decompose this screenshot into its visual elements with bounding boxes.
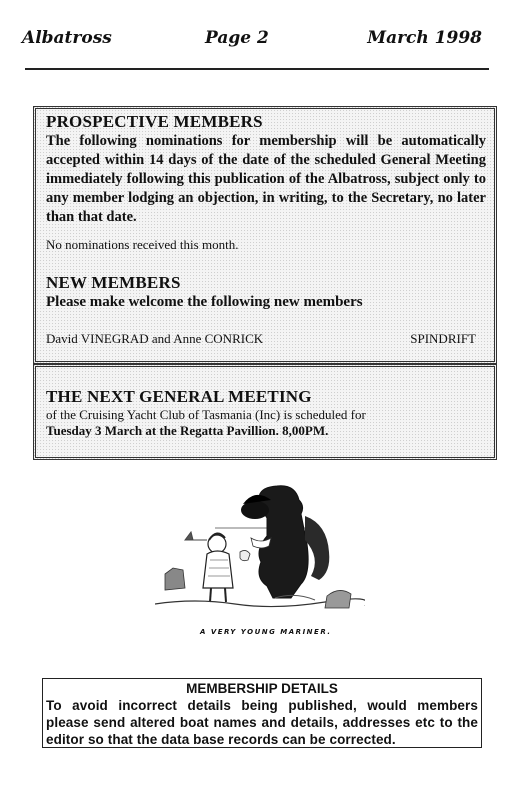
illustration-caption: A VERY YOUNG MARINER.: [200, 628, 332, 636]
page-header: [22, 28, 482, 52]
new-member-names: David VINEGRAD and Anne CONRICK: [46, 331, 264, 346]
issue-date: March 1998: [367, 28, 482, 48]
membership-details-box: [42, 678, 482, 748]
meeting-title: THE NEXT GENERAL MEETING: [46, 387, 312, 406]
new-member-row: [46, 331, 476, 347]
prospective-members-title: PROSPECTIVE MEMBERS: [46, 112, 263, 131]
membership-details-body: To avoid incorrect details being published, would members please send altered boat names and details, addresses etc to the editor so that the data base records can be corrected.: [46, 698, 478, 747]
new-members-subtitle: Please make welcome the following new members: [46, 294, 363, 310]
members-box: [33, 106, 497, 364]
mariner-illustration: [155, 478, 365, 628]
newsletter-name: Albatross: [22, 28, 112, 48]
new-members-title: NEW MEMBERS: [46, 273, 181, 292]
meeting-line-2: Tuesday 3 March at the Regatta Pavillion. 8,00PM.: [46, 423, 329, 438]
nominations-note: No nominations received this month.: [46, 237, 239, 252]
membership-details-title: MEMBERSHIP DETAILS: [186, 681, 338, 696]
header-rule: [25, 68, 489, 70]
prospective-members-body: The following nominations for membership will be automatically accepted within 14 days of the date of the scheduled General Meeting immediately following this publication of the Albatross, subject only to any member lodging an objection, in writing, to the Secretary, no later than that date.: [46, 133, 486, 225]
meeting-line-1: of the Cruising Yacht Club of Tasmania (Inc) is scheduled for: [46, 407, 366, 422]
new-member-boat: SPINDRIFT: [410, 331, 476, 346]
general-meeting-box: [33, 364, 497, 460]
page-number: Page 2: [205, 28, 269, 48]
